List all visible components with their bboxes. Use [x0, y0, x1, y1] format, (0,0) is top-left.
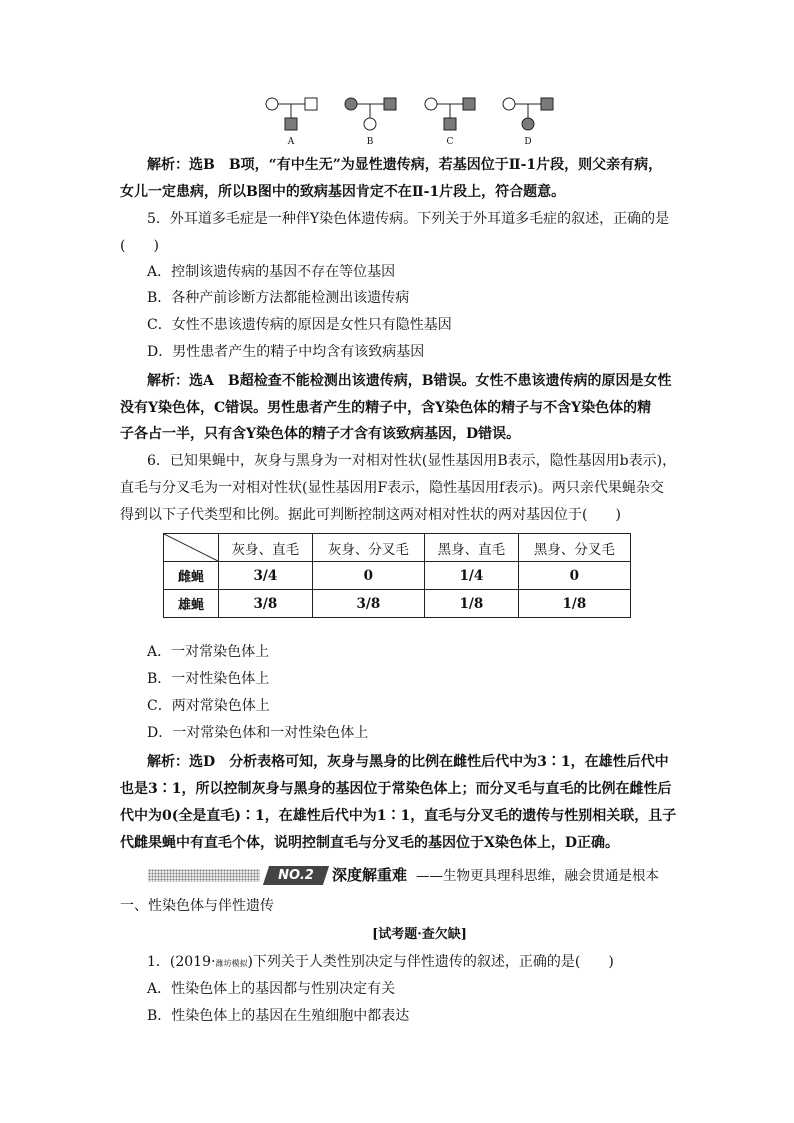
question-5-option-b: B．各种产前诊断方法都能检测出该遗传病	[147, 290, 410, 306]
pedigree-a-mother	[266, 98, 278, 110]
question-6-line-3: 得到以下子代类型和比例。据此可判断控制这两对相对性状的两对基因位于( )	[120, 507, 621, 523]
pedigree-b-mother	[345, 98, 357, 110]
question-6-line-2: 直毛与分叉毛为一对相对性状(显性基因用F表示，隐性基因用f表示)。两只亲代果蝇杂交	[120, 480, 664, 496]
banner-subtitle: ——生物更具理科思维，融会贯通是根本	[416, 868, 659, 884]
pedigree-a-father	[305, 98, 317, 110]
question-1-option-a: A．性染色体上的基因都与性别决定有关	[147, 981, 396, 997]
table-cell: 3/4	[219, 562, 313, 590]
table-header: 黑身、分叉毛	[518, 534, 630, 562]
analysis-5-line-1: 解析：选A B超检查不能检测出该遗传病，B错误。女性不患该遗传病的原因是女性	[147, 373, 672, 389]
section-banner	[148, 866, 693, 886]
question-1-stem	[147, 952, 692, 974]
question-1-source: 潍坊模拟	[215, 959, 248, 968]
analysis-6-line-3: 代中为0(全是直毛)∶1，在雄性后代中为1∶1，直毛与分叉毛的遗传与性别相关联，且子	[120, 808, 677, 824]
table-cell: 3/8	[219, 590, 313, 618]
table-cell: 3/8	[312, 590, 424, 618]
pedigree-d-child	[522, 118, 534, 130]
banner-tag	[263, 866, 329, 885]
question-6-option-c: C．两对常染色体上	[147, 698, 270, 714]
question-6-option-d: D．一对常染色体和一对性染色体上	[147, 725, 369, 741]
banner-title: 深度解重难	[332, 866, 408, 884]
pedigree-d-mother	[503, 98, 515, 110]
analysis-6-line-1: 解析：选D 分析表格可知，灰身与黑身的比例在雌性后代中为3∶1，在雄性后代中	[147, 754, 669, 770]
pedigree-a-child	[285, 118, 297, 130]
pedigree-label-a: A	[287, 137, 295, 147]
pedigree-label-c: C	[446, 137, 454, 147]
pedigree-figure	[258, 92, 558, 148]
question-1-text: )下列关于人类性别决定与伴性遗传的叙述，正确的是( )	[247, 954, 614, 970]
pedigree-b-child	[364, 118, 376, 130]
table-header-row	[164, 534, 631, 562]
diagonal-line-icon	[164, 534, 218, 561]
pedigree-c-father	[463, 98, 475, 110]
question-6-line-1: 6．已知果蝇中，灰身与黑身为一对相对性状(显性基因用B表示，隐性基因用b表示)，	[147, 453, 677, 469]
table-cell: 1/8	[518, 590, 630, 618]
question-5-option-c: C．女性不患该遗传病的原因是女性只有隐性基因	[147, 317, 452, 333]
pedigree-c-mother	[425, 98, 437, 110]
table-header: 灰身、分叉毛	[312, 534, 424, 562]
section-heading: 一、性染色体与伴性遗传	[120, 898, 274, 914]
question-5-option-d: D．男性患者产生的精子中均含有该致病基因	[147, 344, 425, 360]
question-5-option-a: A．控制该遗传病的基因不存在等位基因	[147, 264, 396, 280]
question-1-prefix: 1．(2019·	[147, 954, 216, 970]
pedigree-label-b: B	[366, 137, 374, 147]
pedigree-d-father	[541, 98, 553, 110]
pedigree-label-d: D	[524, 137, 532, 147]
section-subheading: [试考题·查欠缺]	[372, 927, 467, 942]
question-5-blank: ( )	[120, 238, 159, 254]
table-cell: 1/4	[424, 562, 518, 590]
table-cell: 0	[518, 562, 630, 590]
table-row	[164, 562, 631, 590]
question-1-option-b: B．性染色体上的基因在生殖细胞中都表达	[147, 1008, 410, 1024]
question-5-stem: 5．外耳道多毛症是一种伴Y染色体遗传病。下列关于外耳道多毛症的叙述，正确的是	[147, 211, 670, 227]
table-row-label: 雄蝇	[164, 590, 219, 618]
pedigree-b-father	[384, 98, 396, 110]
banner-tag-text: NO.2	[278, 868, 314, 883]
analysis-5-line-2: 没有Y染色体，C错误。男性患者产生的精子中，含Y染色体的精子与不含Y染色体的精	[120, 400, 652, 416]
question-6-option-b: B．一对性染色体上	[147, 671, 270, 687]
table-cell: 0	[312, 562, 424, 590]
table-header: 黑身、直毛	[424, 534, 518, 562]
analysis-6-line-2: 也是3∶1，所以控制灰身与黑身的基因位于常染色体上；而分叉毛与直毛的比例在雌性后	[120, 781, 672, 797]
table-row	[164, 590, 631, 618]
analysis-4-line-1: 解析：选B B项，“有中生无”为显性遗传病，若基因位于Ⅱ-1片段，则父亲有病，	[147, 157, 663, 173]
analysis-5-line-3: 子各占一半，只有含Y染色体的精子才含有该致病基因，D错误。	[120, 426, 521, 442]
pedigree-c-child	[444, 118, 456, 130]
analysis-4-line-2: 女儿一定患病，所以B图中的致病基因肯定不在Ⅱ-1片段上，符合题意。	[120, 184, 566, 200]
offspring-ratio-table	[163, 533, 631, 618]
table-row-label: 雌蝇	[164, 562, 219, 590]
table-header: 灰身、直毛	[219, 534, 313, 562]
banner-dots	[148, 869, 260, 882]
analysis-6-line-4: 代雌果蝇中有直毛个体，说明控制直毛与分叉毛的基因位于X染色体上，D正确。	[120, 835, 620, 851]
question-6-option-a: A．一对常染色体上	[147, 644, 270, 660]
table-corner-cell	[164, 534, 219, 562]
table-cell: 1/8	[424, 590, 518, 618]
